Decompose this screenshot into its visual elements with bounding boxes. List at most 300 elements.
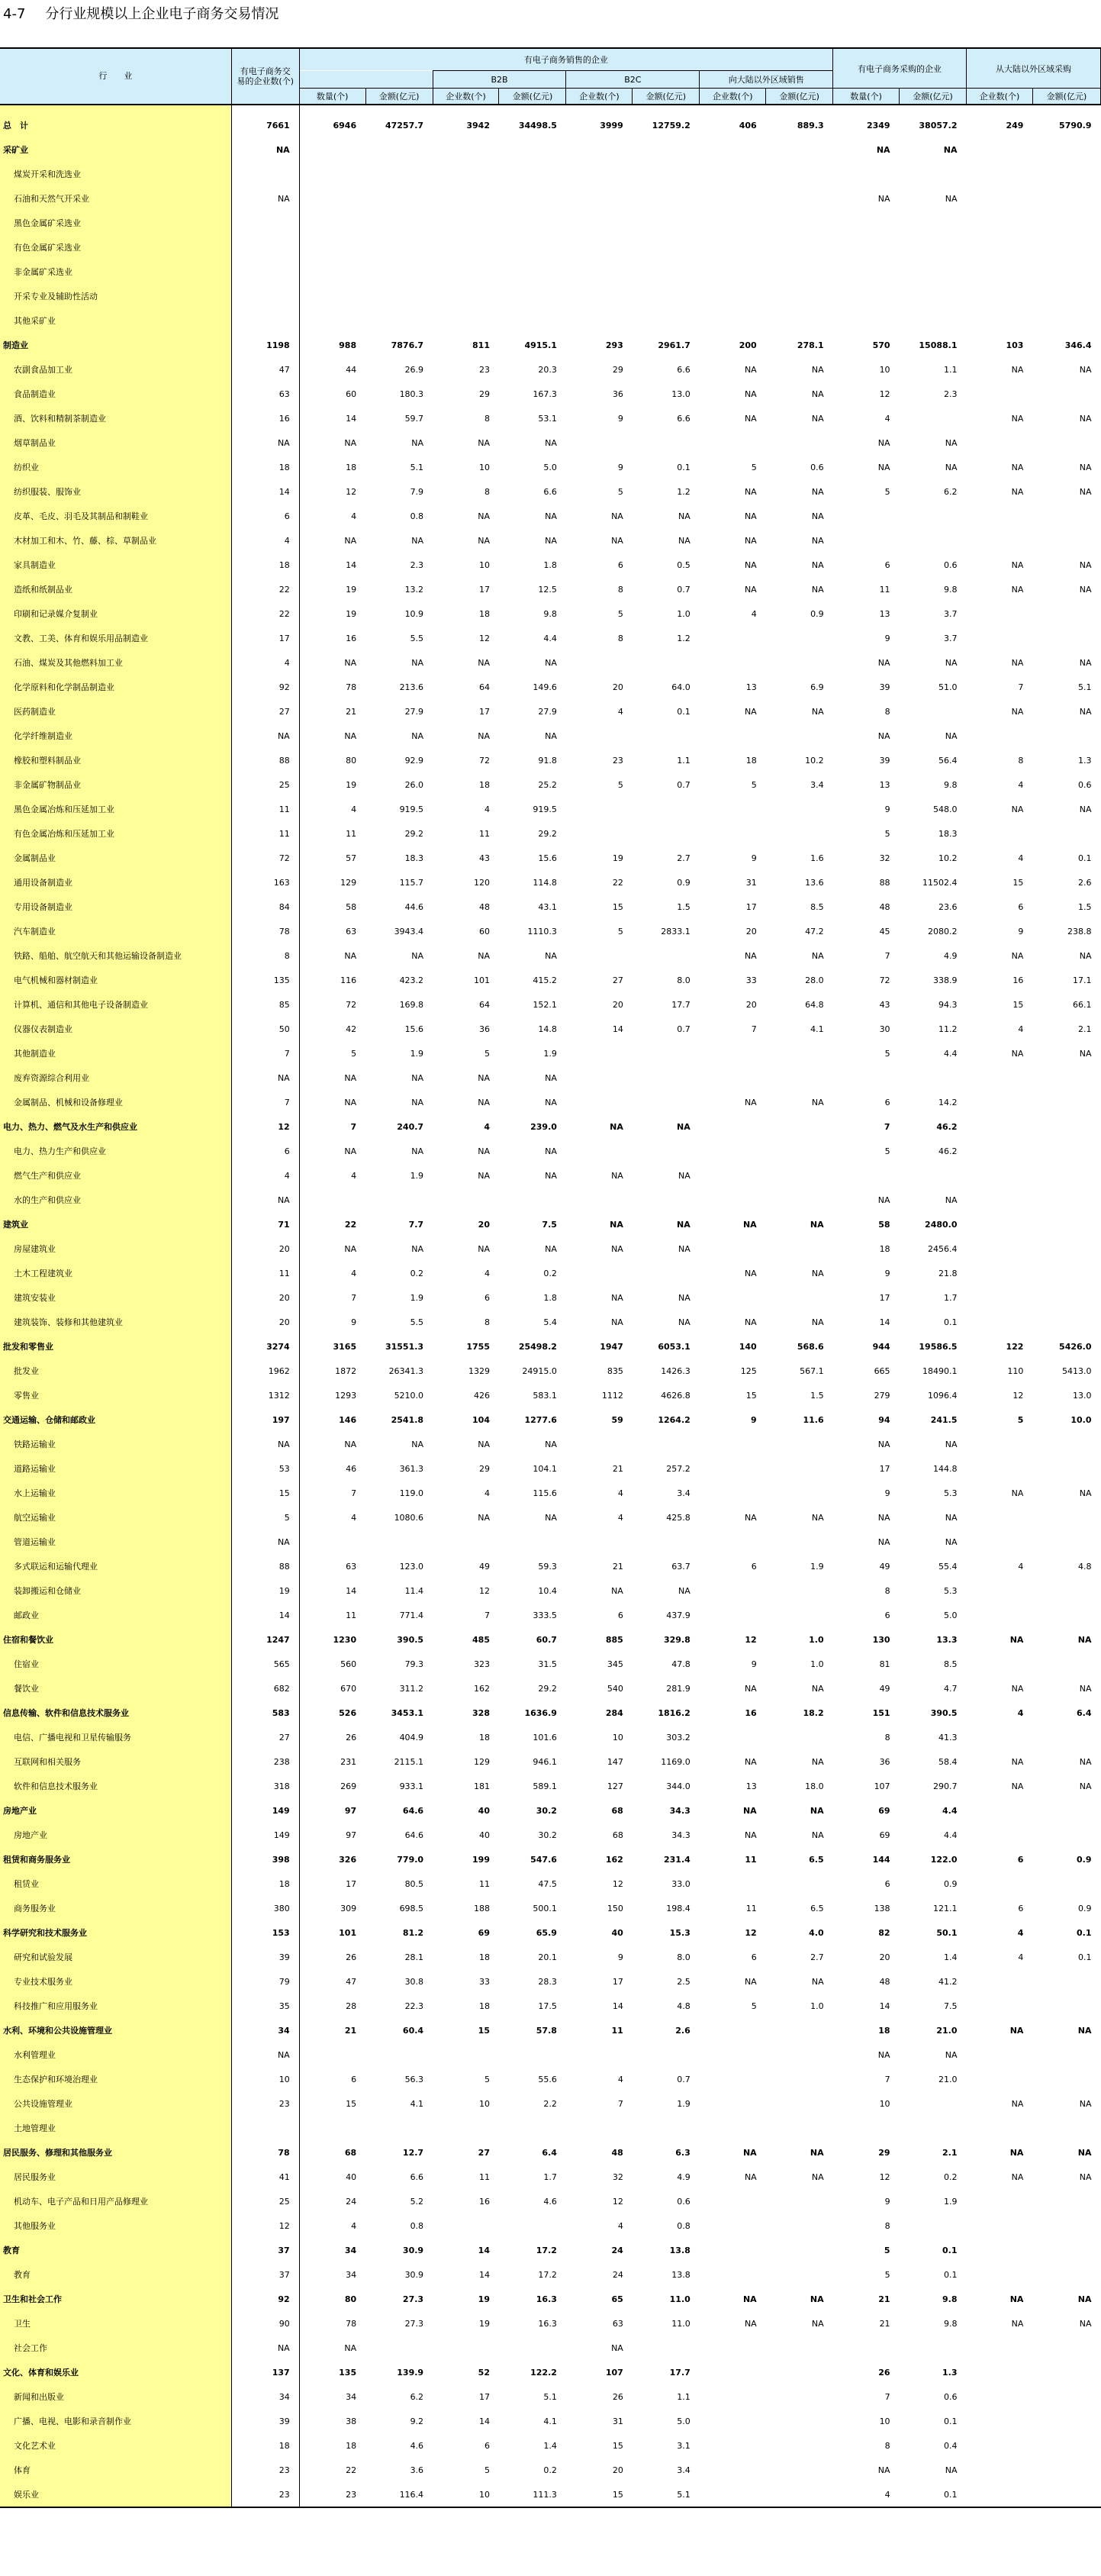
spacer-cell (900, 105, 967, 113)
table-cell: 4.4 (942, 1805, 958, 1816)
table-cell: 9 (884, 2196, 890, 2207)
table-cell (566, 211, 633, 235)
table-cell: 37 (231, 2238, 299, 2262)
table-row (0, 1188, 1101, 1212)
table-cell: 2833.1 (661, 926, 691, 937)
table-cell: 9 (751, 1414, 757, 1425)
table-cell: 120 (473, 877, 490, 888)
table-cell: 64.0 (671, 682, 691, 692)
table-cell: 24 (346, 2196, 357, 2207)
row-label: 建筑业 (0, 1212, 231, 1236)
table-cell: 16.3 (536, 2294, 557, 2304)
table-cell: 129 (473, 1756, 490, 1767)
table-cell: 32 (879, 853, 890, 863)
table-cell: 72 (478, 755, 490, 766)
table-row (0, 528, 1101, 553)
table-cell: 19 (346, 608, 357, 619)
table-cell (299, 211, 365, 235)
table-row (0, 2091, 1101, 2116)
table-cell: NA (811, 1317, 824, 1327)
table-cell: 279 (874, 1390, 890, 1401)
table-cell: 38057.2 (919, 120, 958, 131)
table-cell (231, 308, 299, 333)
table-cell (900, 504, 967, 528)
table-cell: 68 (344, 2147, 357, 2158)
table-cell: 0.1 (1077, 1927, 1092, 1938)
table-cell: NA (811, 559, 824, 570)
table-cell: 8.0 (677, 1952, 691, 1962)
table-cell: 16 (1012, 975, 1024, 985)
table-cell: 10 (879, 364, 890, 375)
table-cell: 13.0 (671, 388, 691, 399)
table-cell: 64.6 (402, 1805, 424, 1816)
header-amount: 金额(亿元) (900, 89, 967, 105)
table-cell: 0.8 (677, 2220, 691, 2231)
row-label: 燃气生产和供应业 (0, 1163, 231, 1188)
table-cell: 5 (751, 2001, 757, 2011)
table-cell (967, 1994, 1033, 2018)
table-cell: 5 (751, 779, 757, 790)
table-cell: NA (1079, 364, 1092, 375)
table-cell: 188 (473, 1903, 490, 1913)
table-cell: 5.0 (543, 462, 557, 472)
table-cell: NA (545, 950, 557, 961)
table-cell (1032, 1261, 1100, 1285)
table-cell: 69 (878, 1805, 890, 1816)
table-cell: NA (877, 1512, 890, 1523)
row-label: 皮革、毛皮、羽毛及其制品和制鞋业 (0, 504, 231, 528)
table-cell: 7 (231, 1041, 299, 1066)
table-cell: NA (811, 535, 824, 546)
table-row (0, 992, 1101, 1017)
row-label: 研究和试验发展 (0, 1945, 231, 1969)
row-label: 航空运输业 (0, 1505, 231, 1530)
table-cell: 835 (607, 1365, 623, 1376)
table-cell (766, 2458, 833, 2482)
table-cell: 4 (884, 413, 890, 424)
table-row (0, 797, 1101, 821)
table-cell (967, 1652, 1033, 1676)
table-cell: NA (1077, 2147, 1092, 2158)
table-row (0, 1432, 1101, 1456)
table-cell: NA (1009, 2025, 1024, 2036)
table-cell (566, 1530, 633, 1554)
table-cell: NA (1011, 2098, 1024, 2109)
table-cell: NA (811, 2318, 824, 2329)
section-row (0, 1701, 1101, 1725)
table-cell (967, 430, 1033, 455)
row-label: 化学原料和化学制品制造业 (0, 675, 231, 699)
row-label: 总 计 (0, 113, 231, 137)
row-label: 居民服务、修理和其他服务业 (0, 2140, 231, 2165)
table-cell (766, 1285, 833, 1310)
table-cell: 7 (350, 1121, 357, 1132)
table-cell: 63 (231, 382, 299, 406)
table-cell: 50 (231, 1017, 299, 1041)
table-cell: 4 (617, 2220, 623, 2231)
table-cell: 3999 (600, 120, 623, 131)
row-label: 交通运输、仓储和邮政业 (0, 1407, 231, 1432)
table-cell: 6 (484, 2440, 490, 2451)
table-cell: 281.9 (666, 1683, 691, 1694)
table-cell: NA (945, 2049, 958, 2060)
table-cell (1032, 186, 1100, 211)
table-cell: 59 (611, 1414, 623, 1425)
header-export: 向大陆以外区域销售 (700, 71, 833, 89)
table-cell (433, 308, 499, 333)
table-row (0, 1383, 1101, 1407)
table-cell: 17 (879, 1292, 890, 1303)
row-label: 黑色金属冶炼和压延加工业 (0, 797, 231, 821)
table-cell (967, 821, 1033, 846)
table-cell (633, 235, 700, 260)
table-cell: 18 (745, 755, 757, 766)
table-cell (766, 1578, 833, 1603)
table-cell (1032, 382, 1100, 406)
row-label: 科技推广和应用服务业 (0, 1994, 231, 2018)
table-cell (1032, 1872, 1100, 1896)
table-cell: 665 (874, 1365, 890, 1376)
table-cell (700, 2336, 766, 2360)
table-cell: 3.7 (944, 633, 958, 643)
table-cell: 34 (346, 2391, 357, 2402)
table-cell: 129 (340, 877, 357, 888)
table-cell: 11.4 (404, 1585, 424, 1596)
table-cell: 415.2 (533, 975, 557, 985)
table-cell: NA (1079, 950, 1092, 961)
table-cell (766, 1603, 833, 1627)
table-cell (499, 235, 566, 260)
table-cell: 3.6 (410, 2465, 424, 2475)
table-cell (1032, 308, 1100, 333)
table-cell: 199 (472, 1854, 490, 1865)
table-cell (566, 308, 633, 333)
table-cell (1032, 724, 1100, 748)
table-cell: 15 (1012, 999, 1024, 1010)
table-cell (900, 1163, 967, 1188)
table-cell: 15.3 (669, 1927, 691, 1938)
table-cell: 23 (231, 2458, 299, 2482)
table-cell: NA (1079, 1048, 1092, 1059)
table-row (0, 699, 1101, 724)
table-cell (967, 1530, 1033, 1554)
table-cell (1032, 211, 1100, 235)
table-cell: 18 (478, 779, 490, 790)
table-cell (566, 137, 633, 162)
table-cell: 8 (884, 706, 890, 717)
table-cell: 24 (611, 2245, 623, 2255)
table-cell (1032, 1578, 1100, 1603)
table-cell: 0.7 (677, 779, 691, 790)
table-cell: NA (478, 1170, 490, 1181)
table-cell (1032, 1798, 1100, 1823)
row-label: 建筑安装业 (0, 1285, 231, 1310)
table-cell: 0.4 (944, 2440, 958, 2451)
row-label: 汽车制造业 (0, 919, 231, 943)
table-cell: 29 (878, 2147, 890, 2158)
table-cell: 0.6 (944, 2391, 958, 2402)
table-cell: NA (344, 1439, 357, 1449)
table-cell: 0.5 (677, 559, 691, 570)
table-cell: NA (1011, 364, 1024, 375)
table-cell: NA (744, 706, 757, 717)
table-cell: 7 (617, 2098, 623, 2109)
table-cell (700, 1188, 766, 1212)
table-cell: NA (744, 559, 757, 570)
table-cell: 0.1 (944, 2269, 958, 2280)
header-firm-count: 有电子商务交易的企业数(个) (231, 48, 299, 105)
table-cell: 104 (472, 1414, 490, 1425)
table-cell (700, 2189, 766, 2213)
table-row (0, 1456, 1101, 1481)
table-row (0, 1994, 1101, 2018)
table-cell (833, 284, 900, 308)
table-cell: 2080.2 (928, 926, 958, 937)
table-cell: NA (1009, 2294, 1024, 2304)
row-label: 卫生 (0, 2311, 231, 2336)
table-cell (433, 2213, 499, 2238)
table-cell: NA (945, 1536, 958, 1547)
table-cell (967, 504, 1033, 528)
table-cell: 9.2 (410, 2416, 424, 2426)
table-cell (766, 1114, 833, 1139)
table-cell (1032, 601, 1100, 626)
table-cell: 5426.0 (1059, 1341, 1092, 1352)
table-cell: 583 (231, 1701, 299, 1725)
table-cell: NA (811, 1756, 824, 1767)
table-cell: 4 (1017, 1707, 1024, 1718)
table-cell: NA (945, 437, 958, 448)
table-cell (231, 260, 299, 284)
table-cell: 4.0 (809, 1927, 824, 1938)
table-cell: 3165 (333, 1341, 357, 1352)
table-cell: NA (1011, 1488, 1024, 1498)
table-cell: 11 (478, 828, 490, 839)
table-cell: 7 (884, 1121, 890, 1132)
table-row (0, 357, 1101, 382)
table-cell: 21 (612, 1561, 623, 1572)
table-cell: NA (344, 1146, 357, 1156)
row-label: 房地产业 (0, 1798, 231, 1823)
table-cell (766, 2116, 833, 2140)
table-cell (766, 308, 833, 333)
table-cell: 11.2 (938, 1024, 958, 1034)
table-cell: 4 (617, 1512, 623, 1523)
table-cell: 3942 (466, 120, 490, 131)
table-cell (766, 2091, 833, 2116)
table-cell: 60.4 (402, 2025, 424, 2036)
table-cell (967, 1310, 1033, 1334)
table-cell: 8.5 (810, 901, 824, 912)
table-cell: 0.1 (677, 462, 691, 472)
table-cell: 57.8 (536, 2025, 557, 2036)
table-cell: 14 (612, 1024, 623, 1034)
table-cell: NA (478, 657, 490, 668)
table-cell: 5 (351, 1048, 357, 1059)
table-cell: 27 (231, 699, 299, 724)
table-cell (566, 724, 633, 748)
table-cell: 2456.4 (928, 1243, 958, 1254)
table-row (0, 1945, 1101, 1969)
table-cell: NA (811, 1512, 824, 1523)
table-cell (967, 1456, 1033, 1481)
table-cell: 85 (231, 992, 299, 1017)
table-cell: 46.2 (936, 1121, 958, 1132)
table-cell: 135 (339, 2367, 357, 2378)
table-cell: 6 (231, 1139, 299, 1163)
table-cell: 48 (478, 901, 490, 912)
table-cell (700, 2238, 766, 2262)
table-cell: 101 (339, 1927, 357, 1938)
table-cell: NA (744, 486, 757, 497)
table-cell: 28.0 (805, 975, 824, 985)
table-cell: 11 (231, 1261, 299, 1285)
table-cell: NA (744, 1268, 757, 1278)
table-cell: 60 (478, 926, 490, 937)
table-cell: 49 (478, 1561, 490, 1572)
table-cell: NA (877, 657, 890, 668)
table-cell: NA (1079, 584, 1092, 595)
table-cell: 8 (884, 2440, 890, 2451)
table-cell: 361.3 (399, 1463, 424, 1474)
table-cell (566, 1139, 633, 1163)
table-cell: 326 (339, 1854, 357, 1865)
table-cell: 4.1 (543, 2416, 557, 2426)
table-cell: NA (744, 2171, 757, 2182)
table-cell: NA (1011, 462, 1024, 472)
table-cell: 68 (612, 1830, 623, 1840)
table-cell: 17 (478, 2391, 490, 2402)
table-cell: 1293 (335, 1390, 357, 1401)
table-cell: 5 (484, 2465, 490, 2475)
table-cell: 8 (484, 486, 490, 497)
table-cell (1032, 2189, 1100, 2213)
table-cell: 1.0 (677, 608, 691, 619)
table-cell: 18.2 (803, 1707, 824, 1718)
table-cell: 18 (231, 455, 299, 479)
table-cell (633, 797, 700, 821)
table-row (0, 1652, 1101, 1676)
table-cell: NA (231, 1188, 299, 1212)
table-cell: 42 (346, 1024, 357, 1034)
table-cell: 323 (473, 1659, 490, 1669)
table-cell: 15 (612, 2440, 623, 2451)
table-cell: 426 (473, 1390, 490, 1401)
table-row (0, 2189, 1101, 2213)
table-cell: 6 (884, 559, 890, 570)
table-cell: 406 (739, 120, 757, 131)
table-cell (499, 2213, 566, 2238)
row-label: 软件和信息技术服务业 (0, 1774, 231, 1798)
table-row (0, 2213, 1101, 2238)
table-cell: 5 (617, 486, 623, 497)
table-cell (1032, 260, 1100, 284)
table-cell: 0.9 (944, 1878, 958, 1889)
table-cell: 30.2 (538, 1830, 557, 1840)
table-row (0, 1896, 1101, 1920)
table-cell: 3453.1 (391, 1707, 424, 1718)
table-cell: 20 (612, 2465, 623, 2475)
row-label: 零售业 (0, 1383, 231, 1407)
table-cell (433, 162, 499, 186)
table-cell: 63.7 (671, 1561, 691, 1572)
table-cell: 309 (340, 1903, 357, 1913)
table-cell: 2.7 (677, 853, 691, 863)
table-cell: 338.9 (933, 975, 958, 985)
table-cell (231, 162, 299, 186)
table-row (0, 2482, 1101, 2507)
table-cell: 0.7 (677, 584, 691, 595)
table-cell (365, 2336, 433, 2360)
table-cell (1032, 504, 1100, 528)
section-row (0, 2287, 1101, 2311)
table-cell: 1277.6 (524, 1414, 557, 1425)
table-cell: 44 (346, 364, 357, 375)
table-cell: NA (545, 1146, 557, 1156)
table-row (0, 821, 1101, 846)
table-cell: 485 (472, 1634, 490, 1645)
header-purchase-group: 有电子商务采购的企业 (833, 48, 967, 89)
table-cell: 10 (879, 2098, 890, 2109)
table-cell: 17 (231, 626, 299, 650)
row-label: 批发和零售业 (0, 1334, 231, 1359)
table-cell: 1.9 (944, 2196, 958, 2207)
table-cell: 20 (612, 682, 623, 692)
table-cell: 10.4 (538, 1585, 557, 1596)
table-row (0, 2067, 1101, 2091)
table-cell (299, 2042, 365, 2067)
header-amount: 金额(亿元) (1032, 89, 1100, 105)
table-cell: 5.0 (677, 2416, 691, 2426)
table-cell: NA (611, 1243, 623, 1254)
table-cell: 36 (879, 1756, 890, 1767)
table-cell: 933.1 (399, 1781, 424, 1791)
table-cell: 65.9 (536, 1927, 557, 1938)
table-cell: NA (1079, 2318, 1092, 2329)
row-label: 铁路运输业 (0, 1432, 231, 1456)
table-cell: 9.8 (944, 584, 958, 595)
table-cell (1032, 1823, 1100, 1847)
row-label: 体育 (0, 2458, 231, 2482)
row-label: 电气机械和器材制造业 (0, 968, 231, 992)
row-label: 广播、电视、电影和录音制作业 (0, 2409, 231, 2433)
table-cell: 43 (478, 853, 490, 863)
table-cell (633, 650, 700, 675)
table-cell: 5 (484, 1048, 490, 1059)
table-cell: 115.6 (533, 1488, 557, 1498)
table-cell (700, 1114, 766, 1139)
table-cell: 63 (346, 926, 357, 937)
table-cell (900, 162, 967, 186)
table-cell (433, 211, 499, 235)
table-cell: 567.1 (800, 1365, 824, 1376)
table-cell: 58 (346, 901, 357, 912)
table-cell: 43.1 (538, 901, 557, 912)
table-cell: 18 (231, 1872, 299, 1896)
table-cell: NA (1079, 2171, 1092, 2182)
table-cell: 78 (231, 919, 299, 943)
table-cell: 1.5 (677, 901, 691, 912)
table-cell (967, 2189, 1033, 2213)
table-cell: 135 (231, 968, 299, 992)
table-cell: 6 (1017, 1854, 1024, 1865)
table-cell: 1.9 (410, 1170, 424, 1181)
table-cell: 8 (617, 633, 623, 643)
table-cell (1032, 1139, 1100, 1163)
table-cell: 19 (231, 1578, 299, 1603)
table-cell (566, 186, 633, 211)
table-cell (231, 235, 299, 260)
